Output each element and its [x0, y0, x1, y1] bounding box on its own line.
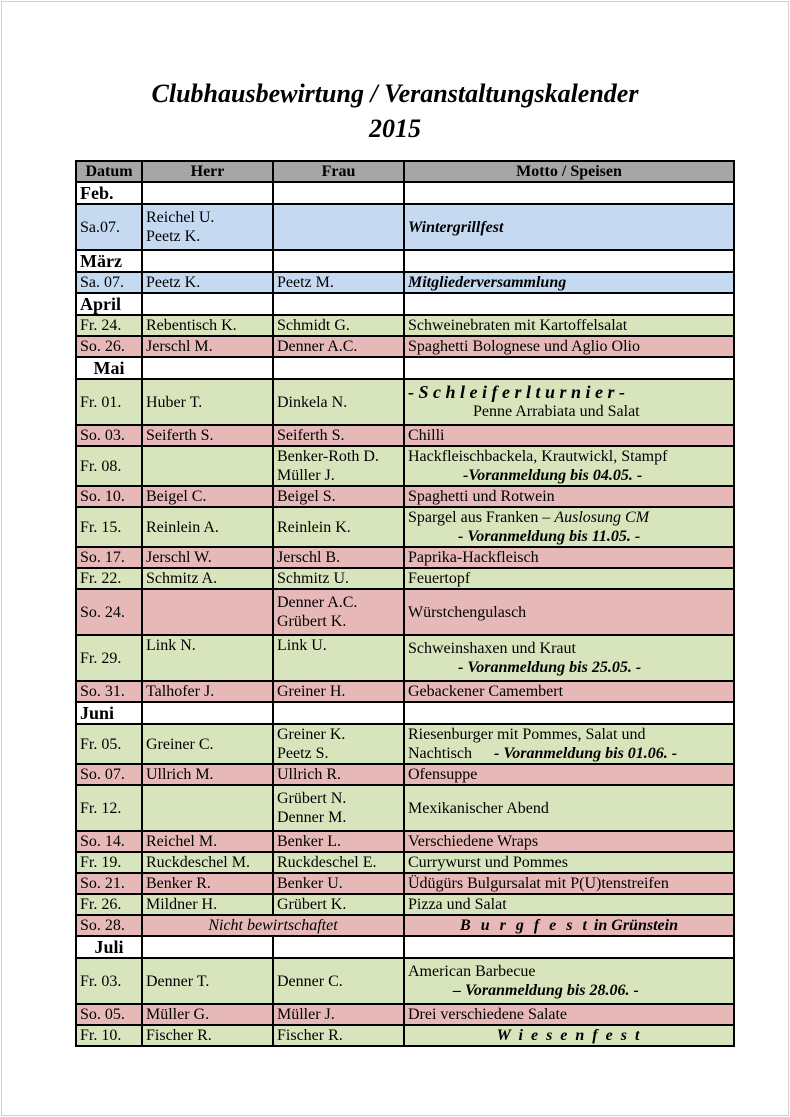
herr-cell: Ullrich M.: [142, 764, 273, 785]
table-row: [76, 831, 734, 852]
herr-cell: [142, 446, 273, 486]
table-row: [76, 507, 734, 547]
frau-cell: Ullrich R.: [273, 764, 404, 785]
table-row: [76, 486, 734, 507]
column-header-frau: Frau: [273, 161, 404, 182]
month-label: Mai: [76, 357, 142, 379]
date-cell: Fr. 24.: [76, 315, 142, 336]
event-calendar-table: [75, 160, 735, 1047]
date-cell: Fr. 01.: [76, 379, 142, 425]
herr-cell: Talhofer J.: [142, 681, 273, 702]
frau-cell: Reinlein K.: [273, 507, 404, 547]
table-row: [76, 894, 734, 915]
herr-cell: Peetz K.: [142, 272, 273, 293]
motto-cell: Paprika-Hackfleisch: [404, 547, 734, 568]
date-cell: Fr. 26.: [76, 894, 142, 915]
frau-cell: Link U.: [273, 635, 404, 681]
date-cell: So. 14.: [76, 831, 142, 852]
frau-cell: Fischer R.: [273, 1025, 404, 1046]
date-cell: Sa. 07.: [76, 272, 142, 293]
motto-cell: Spaghetti Bolognese und Aglio Olio: [404, 336, 734, 357]
frau-cell: Benker-Roth D. Müller J.: [273, 446, 404, 486]
table-row: [76, 724, 734, 764]
frau-cell: Benker L.: [273, 831, 404, 852]
motto-cell: Hackfleischbackela, Krautwickl, Stampf -Voranmeldung bis 04.05. -: [404, 446, 734, 486]
table-row: [76, 1025, 734, 1046]
frau-cell: Seiferth S.: [273, 425, 404, 446]
motto-cell: B u r g f e s t in Grünstein: [404, 915, 734, 936]
date-cell: Fr. 05.: [76, 724, 142, 764]
herr-cell: Reichel U. Peetz K.: [142, 204, 273, 250]
herr-cell: Müller G.: [142, 1004, 273, 1025]
date-cell: Fr. 12.: [76, 785, 142, 831]
motto-cell: Spaghetti und Rotwein: [404, 486, 734, 507]
frau-cell: Dinkela N.: [273, 379, 404, 425]
date-cell: Fr. 08.: [76, 446, 142, 486]
table-row: [76, 425, 734, 446]
month-label: Feb.: [76, 182, 142, 204]
table-row: [76, 547, 734, 568]
column-header-herr: Herr: [142, 161, 273, 182]
motto-cell: Riesenburger mit Pommes, Salat und Nachtisch - Voranmeldung bis 01.06. -: [404, 724, 734, 764]
motto-cell: Pizza und Salat: [404, 894, 734, 915]
table-row: [76, 315, 734, 336]
frau-cell: Jerschl B.: [273, 547, 404, 568]
herr-cell: Greiner C.: [142, 724, 273, 764]
frau-cell: Greiner H.: [273, 681, 404, 702]
frau-cell: Benker U.: [273, 873, 404, 894]
motto-cell: Würstchengulasch: [404, 589, 734, 635]
date-cell: Fr. 10.: [76, 1025, 142, 1046]
motto-cell: Verschiedene Wraps: [404, 831, 734, 852]
table-row: [76, 764, 734, 785]
herr-cell: Beigel C.: [142, 486, 273, 507]
motto-cell: Ofensuppe: [404, 764, 734, 785]
date-cell: So. 21.: [76, 873, 142, 894]
date-cell: Fr. 19.: [76, 852, 142, 873]
month-row-mai: [76, 357, 734, 379]
frau-cell: Ruckdeschel E.: [273, 852, 404, 873]
frau-cell: Grübert K.: [273, 894, 404, 915]
page-title: Clubhausbewirtung / Veranstaltungskalender: [151, 79, 639, 108]
table-row: [76, 915, 734, 936]
herr-cell: [142, 589, 273, 635]
motto-cell: Mexikanischer Abend: [404, 785, 734, 831]
motto-cell: Feuertopf: [404, 568, 734, 589]
date-cell: So. 28.: [76, 915, 142, 936]
date-cell: So. 26.: [76, 336, 142, 357]
herr-cell: Reichel M.: [142, 831, 273, 852]
month-row-juni: [76, 702, 734, 724]
date-cell: Fr. 22.: [76, 568, 142, 589]
frau-cell: Müller J.: [273, 1004, 404, 1025]
month-label: Juli: [76, 936, 142, 958]
motto-cell: Schweinebraten mit Kartoffelsalat: [404, 315, 734, 336]
frau-cell: Beigel S.: [273, 486, 404, 507]
frau-cell: [273, 204, 404, 250]
table-row: [76, 852, 734, 873]
motto-cell: Currywurst und Pommes: [404, 852, 734, 873]
frau-cell: Denner A.C. Grübert K.: [273, 589, 404, 635]
herr-cell: Reinlein A.: [142, 507, 273, 547]
date-cell: So. 31.: [76, 681, 142, 702]
month-row-juli: [76, 936, 734, 958]
table-row: [76, 568, 734, 589]
column-header-motto: Motto / Speisen: [404, 161, 734, 182]
herr-cell: Jerschl M.: [142, 336, 273, 357]
herr-cell: Benker R.: [142, 873, 273, 894]
motto-cell: Wintergrillfest: [404, 204, 734, 250]
date-cell: Sa.07.: [76, 204, 142, 250]
motto-cell: Spargel aus Franken – Auslosung CM - Voranmeldung bis 11.05. -: [404, 507, 734, 547]
herr-cell: [142, 785, 273, 831]
table-row: [76, 958, 734, 1004]
herr-cell: Seiferth S.: [142, 425, 273, 446]
date-cell: So. 24.: [76, 589, 142, 635]
month-label: April: [76, 293, 142, 315]
date-cell: Fr. 29.: [76, 635, 142, 681]
frau-cell: Peetz M.: [273, 272, 404, 293]
table-row: [76, 681, 734, 702]
frau-cell: Denner C.: [273, 958, 404, 1004]
date-cell: So. 05.: [76, 1004, 142, 1025]
date-cell: So. 07.: [76, 764, 142, 785]
motto-cell: Schweinshaxen und Kraut - Voranmeldung bis 25.05. -: [404, 635, 734, 681]
table-row: [76, 272, 734, 293]
table-row: [76, 336, 734, 357]
page-year: 2015: [369, 114, 421, 143]
table-row: [76, 1004, 734, 1025]
motto-cell: Drei verschiedene Salate: [404, 1004, 734, 1025]
motto-cell: Mitgliederversammlung: [404, 272, 734, 293]
herr-cell: Mildner H.: [142, 894, 273, 915]
herr-cell: Schmitz A.: [142, 568, 273, 589]
motto-cell: Üdügürs Bulgursalat mit P(U)tenstreifen: [404, 873, 734, 894]
herr-cell: Huber T.: [142, 379, 273, 425]
column-header-datum: Datum: [76, 161, 142, 182]
date-cell: So. 03.: [76, 425, 142, 446]
table-row: [76, 379, 734, 425]
closed-note-cell: Nicht bewirtschaftet: [142, 915, 404, 936]
motto-cell: Chilli: [404, 425, 734, 446]
table-row: [76, 635, 734, 681]
date-cell: Fr. 15.: [76, 507, 142, 547]
month-row-maerz: [76, 250, 734, 272]
motto-cell: American Barbecue – Voranmeldung bis 28.06. -: [404, 958, 734, 1004]
table-row: [76, 785, 734, 831]
table-row: [76, 589, 734, 635]
herr-cell: Jerschl W.: [142, 547, 273, 568]
frau-cell: Grübert N. Denner M.: [273, 785, 404, 831]
table-row: [76, 873, 734, 894]
month-row-april: [76, 293, 734, 315]
table-row: [76, 446, 734, 486]
month-label: März: [76, 250, 142, 272]
motto-cell: - S c h l e i f e r l t u r n i e r - Penne Arrabiata und Salat: [404, 379, 734, 425]
month-row-feb: [76, 182, 734, 204]
frau-cell: Greiner K. Peetz S.: [273, 724, 404, 764]
frau-cell: Schmitz U.: [273, 568, 404, 589]
motto-cell: Gebackener Camembert: [404, 681, 734, 702]
month-label: Juni: [76, 702, 142, 724]
date-cell: Fr. 03.: [76, 958, 142, 1004]
frau-cell: Schmidt G.: [273, 315, 404, 336]
herr-cell: Rebentisch K.: [142, 315, 273, 336]
table-header-row: [76, 161, 734, 182]
date-cell: So. 10.: [76, 486, 142, 507]
frau-cell: Denner A.C.: [273, 336, 404, 357]
herr-cell: Denner T.: [142, 958, 273, 1004]
herr-cell: Ruckdeschel M.: [142, 852, 273, 873]
table-row: [76, 204, 734, 250]
herr-cell: Link N.: [142, 635, 273, 681]
motto-cell: W i e s e n f e s t: [404, 1025, 734, 1046]
herr-cell: Fischer R.: [142, 1025, 273, 1046]
date-cell: So. 17.: [76, 547, 142, 568]
